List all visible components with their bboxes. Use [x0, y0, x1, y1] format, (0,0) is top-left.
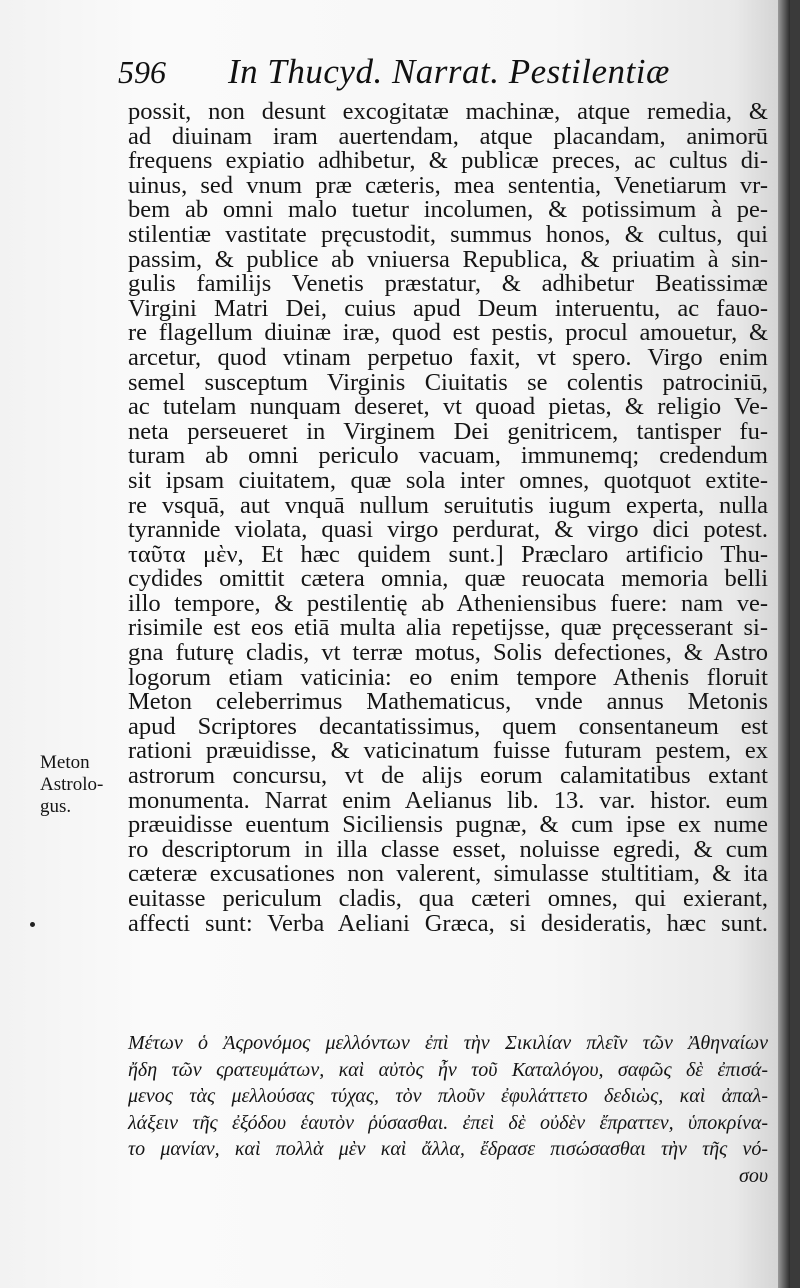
greek-line: ἤδη τῶν ςρατευμάτων, καὶ αὐτὸς ἦν τοῦ Καταλόγου, σαφῶς δὲ ἐπισά-: [128, 1058, 768, 1081]
text-line: Meton celeberrimus Mathematicus, vnde annus Metonis: [128, 688, 768, 716]
text-line: gulis familijs Venetis præstatur, & adhibetur Beatissimæ: [128, 270, 768, 298]
greek-line: λάξειν τῆς ἐξόδου ἑαυτὸν ῥύσασθαι. ἐπεὶ δὲ οὐδὲν ἔπραττεν, ὑποκρίνα-: [128, 1111, 768, 1134]
text-line: rationi præuidisse, & vaticinatum fuisse futuram pestem, ex: [128, 737, 768, 765]
text-line: gna futurę cladis, vt terræ motus, Solis defectiones, & Astro: [128, 639, 768, 667]
text-line: bem ab omni malo tuetur incolumen, & potissimum à pe-: [128, 196, 768, 224]
text-line: tyrannide violata, quasi virgo perdurat, & virgo dici potest.: [128, 516, 768, 544]
margin-note-line: Astrolo-: [40, 774, 104, 795]
text-line: illo tempore, & pestilentię ab Atheniensibus fuere: nam ve-: [128, 589, 768, 617]
page-header: [118, 52, 768, 96]
text-line: neta perseueret in Virginem Dei genitricem, tantisper fu-: [128, 417, 768, 445]
text-line: re flagellum diuinæ iræ, quod est pestis, procul amouetur, &: [128, 319, 768, 347]
text-line: uinus, sed vnum præ cæteris, mea sententia, Venetiarum vr-: [128, 171, 768, 199]
text-line: euitasse periculum cladis, qua cæteri omnes, qui exierant,: [128, 885, 768, 912]
text-line: ad diuinam iram auertendam, atque placandam, animorū: [128, 122, 768, 150]
running-head: In Thucyd. Narrat. Pestilentiæ: [228, 52, 670, 91]
greek-line: μενος τὰς μελλούσας τύχας, τὸν πλοῦν ἐφυλάττετο δεδιὼς, καὶ ἀπαλ-: [128, 1085, 768, 1107]
page-edge-shadow: [778, 0, 790, 1288]
margin-note: [40, 752, 122, 818]
text-line: Virgini Matri Dei, cuius apud Deum interuentu, ac fauo-: [128, 294, 768, 322]
greek-quotation: [128, 1030, 768, 1189]
text-line: præuidisse euentum Siciliensis pugnæ, & cum ipse ex nume: [128, 811, 768, 839]
greek-line: Μέτων ὁ Ἀςρονόμος μελλόντων ἐπὶ τὴν Σικιλίαν πλεῖν τῶν Ἀθηναίων: [128, 1032, 768, 1054]
text-line: passim, & publice ab vniuersa Republica, & priuatim à sin-: [128, 245, 768, 273]
margin-note-line: gus.: [40, 796, 72, 817]
text-line: astrorum concursu, vt de alijs eorum calamitatibus extant: [128, 762, 768, 790]
margin-note-line: Meton: [40, 752, 90, 773]
text-line: ταῦτα μὲν, Et hæc quidem sunt.] Præclaro artificio Thu-: [128, 540, 768, 568]
greek-line: το μανίαν, καὶ πολλὰ μὲν καὶ ἄλλα, ἔδρασε πισώσασθαι τὴν τῆς νό-: [128, 1138, 768, 1160]
text-line: logorum etiam vaticinia: eo enim tempore Athenis floruit: [128, 663, 768, 691]
text-line: turam ab omni periculo vacuam, immunemq; credendum: [128, 442, 768, 470]
text-line: sit ipsam ciuitatem, quæ sola inter omnes, quotquot extite-: [128, 466, 768, 494]
greek-line: σου: [738, 1164, 768, 1187]
text-line: affecti sunt: Verba Aeliani Græca, si desideratis, hæc sunt.: [128, 909, 768, 937]
text-line: stilentiæ vastitate pręcustodit, summus honos, & cultus, qui: [128, 220, 768, 248]
text-line: risimile est eos etiā multa alia repetijsse, quæ pręcesserant si-: [128, 614, 768, 642]
text-line: monumenta. Narrat enim Aelianus lib. 13. var. histor. eum: [128, 786, 768, 814]
text-line: arcetur, quod vtinam perpetuo faxit, vt spero. Virgo enim: [128, 343, 768, 371]
text-line: ac tutelam nunquam deseret, vt quoad pietas, & religio Ve-: [128, 393, 768, 421]
text-line: possit, non desunt excogitatæ machinæ, atque remedia, &: [128, 98, 768, 125]
text-line: apud Scriptores decantatissimus, quem consentaneum est: [128, 712, 768, 740]
text-line: semel susceptum Virginis Ciuitatis se colentis patrociniū,: [128, 368, 768, 396]
text-line: cæteræ excusationes non valerent, simulasse stultitiam, & ita: [128, 860, 768, 888]
page-number: 596: [118, 54, 166, 90]
text-line: cydides omittit cætera omnia, quæ reuocata memoria belli: [128, 565, 768, 593]
margin-dot: [30, 922, 35, 927]
text-line: re vsquā, aut vnquā nullum seruitutis iugum experta, nulla: [128, 491, 768, 519]
text-line: ro descriptorum in illa classe esset, noluisse egredi, & cum: [128, 835, 768, 863]
text-line: frequens expiatio adhibetur, & publicæ preces, ac cultus di-: [128, 147, 768, 175]
main-text-block: [128, 100, 768, 936]
